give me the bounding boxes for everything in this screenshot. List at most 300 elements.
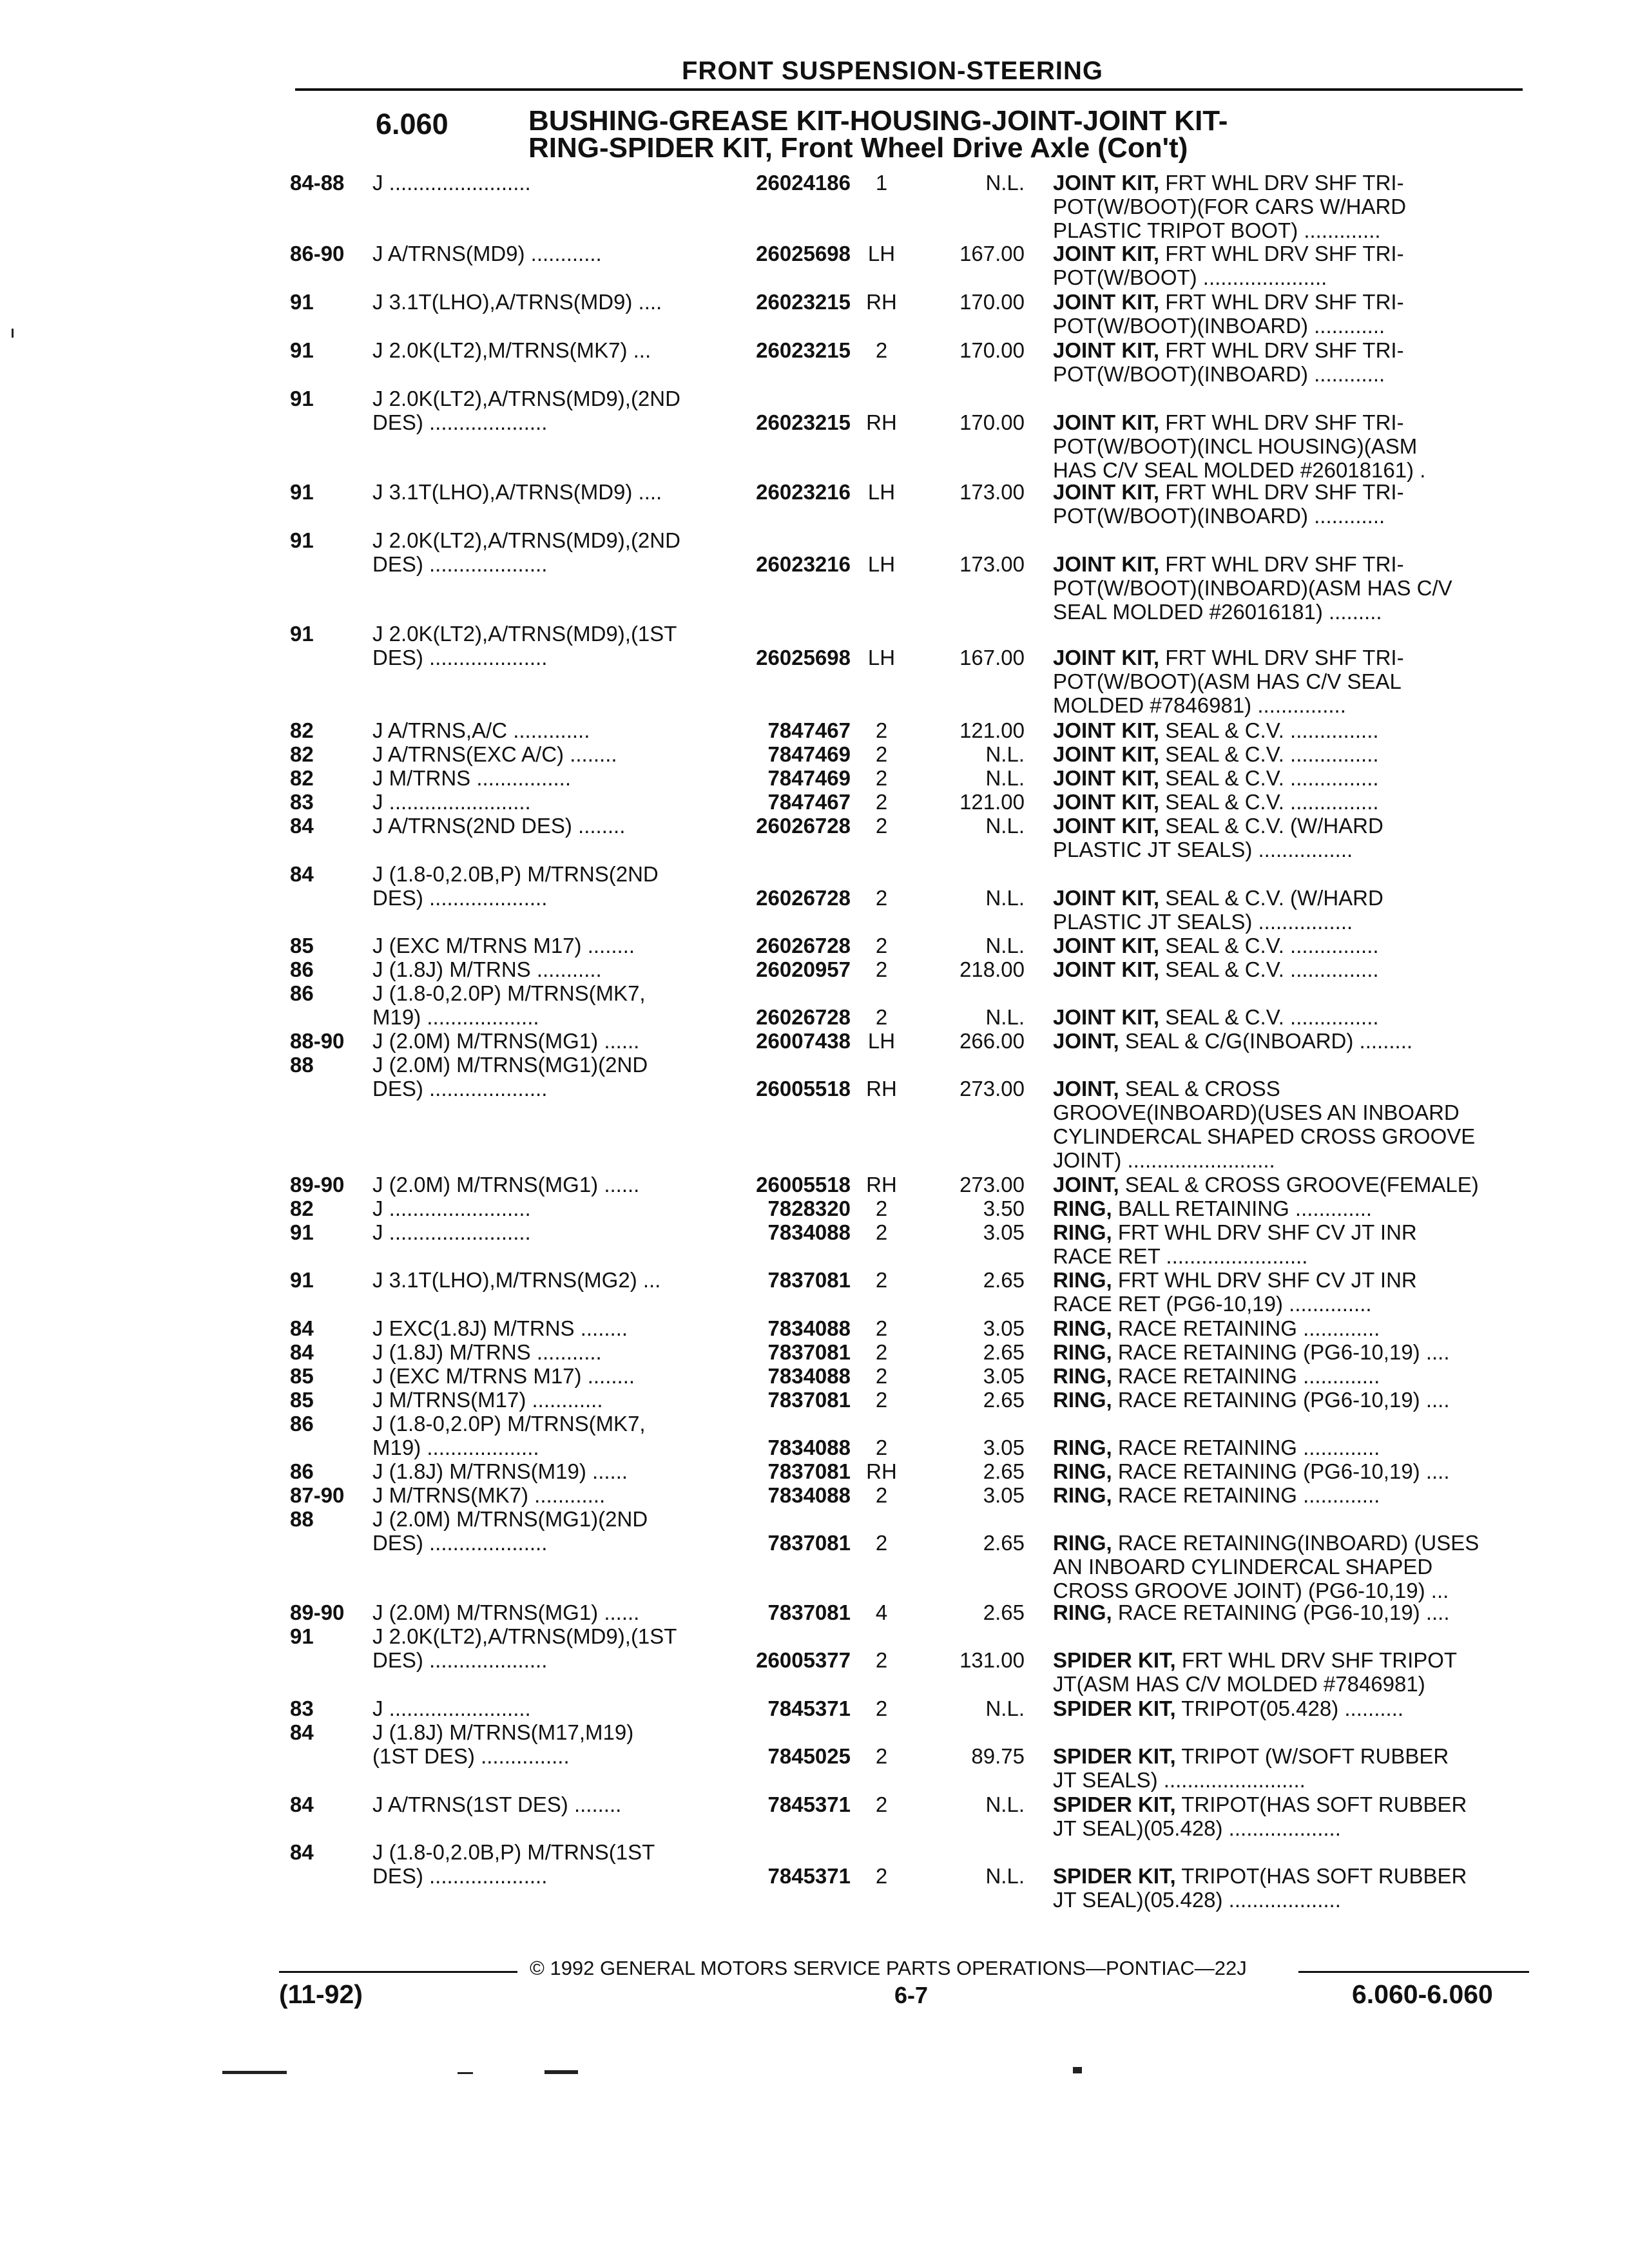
description bbox=[1053, 1316, 1530, 1340]
part-number: 7837081 bbox=[767, 1600, 851, 1624]
price: N.L. bbox=[985, 1696, 1025, 1720]
quantity: 2 bbox=[875, 1792, 888, 1816]
item-name: JOINT KIT, bbox=[1053, 171, 1160, 195]
item-detail: RACE RETAINING ............. bbox=[1112, 1316, 1380, 1340]
model-year: 85 bbox=[290, 1364, 314, 1388]
application: J (2.0M) M/TRNS(MG1)(2ND DES) .................... bbox=[372, 1053, 648, 1100]
application: J 2.0K(LT2),A/TRNS(MD9),(1ST DES) .................... bbox=[372, 1624, 677, 1672]
part-number: 26023216 bbox=[756, 480, 851, 504]
model-year: 91 bbox=[290, 1624, 314, 1648]
quantity: 2 bbox=[875, 1388, 888, 1412]
item-detail: FRT WHL DRV SHF TRI- POT(W/BOOT)(INBOARD) ............ bbox=[1053, 480, 1404, 528]
price: 173.00 bbox=[959, 552, 1025, 576]
model-year: 84 bbox=[290, 1340, 314, 1364]
item-name: SPIDER KIT, bbox=[1053, 1864, 1176, 1888]
application: J (1.8-0,2.0B,P) M/TRNS(2ND DES) .................... bbox=[372, 862, 659, 910]
quantity: 2 bbox=[875, 1696, 888, 1720]
price: N.L. bbox=[985, 814, 1025, 838]
part-number: 7847469 bbox=[767, 766, 851, 790]
item-name: RING, bbox=[1053, 1436, 1112, 1459]
quantity: 2 bbox=[875, 1340, 888, 1364]
item-detail: SEAL & C.V. ............... bbox=[1159, 957, 1379, 981]
application: J 3.1T(LHO),M/TRNS(MG2) ... bbox=[372, 1268, 661, 1292]
price: 2.65 bbox=[983, 1268, 1025, 1292]
price: 218.00 bbox=[959, 957, 1025, 981]
model-year: 82 bbox=[290, 1196, 314, 1220]
quantity: 2 bbox=[875, 718, 888, 742]
application: J A/TRNS(2ND DES) ........ bbox=[372, 814, 626, 838]
description bbox=[1053, 766, 1530, 790]
item-detail: SEAL & C/G(INBOARD) ......... bbox=[1119, 1029, 1413, 1053]
item-name: JOINT, bbox=[1053, 1173, 1119, 1196]
price: 3.05 bbox=[983, 1436, 1025, 1459]
item-detail: SEAL & C.V. ............... bbox=[1159, 1005, 1379, 1029]
model-year: 91 bbox=[290, 1268, 314, 1292]
item-name: RING, bbox=[1053, 1220, 1112, 1244]
footer-rule-left bbox=[279, 1971, 517, 1973]
application: J (1.8J) M/TRNS(M17,M19) (1ST DES) ............... bbox=[372, 1720, 634, 1768]
model-year: 85 bbox=[290, 934, 314, 957]
header-rule bbox=[295, 88, 1523, 91]
model-year: 91 bbox=[290, 290, 314, 314]
application: J A/TRNS(EXC A/C) ........ bbox=[372, 742, 617, 766]
model-year: 91 bbox=[290, 528, 314, 552]
part-number: 26005518 bbox=[756, 1173, 851, 1196]
model-year: 82 bbox=[290, 742, 314, 766]
price: 121.00 bbox=[959, 718, 1025, 742]
part-number: 7837081 bbox=[767, 1459, 851, 1483]
price: 131.00 bbox=[959, 1648, 1025, 1672]
quantity: 2 bbox=[875, 1196, 888, 1220]
item-detail: TRIPOT (W/SOFT RUBBER JT SEALS) ........................ bbox=[1053, 1744, 1449, 1792]
quantity: LH bbox=[867, 1029, 896, 1053]
description bbox=[1053, 1459, 1530, 1483]
part-number: 26023215 bbox=[756, 290, 851, 314]
model-year: 86 bbox=[290, 981, 314, 1005]
description bbox=[1053, 790, 1530, 814]
description bbox=[1053, 1388, 1530, 1412]
item-detail: BALL RETAINING ............. bbox=[1112, 1196, 1373, 1220]
item-detail: FRT WHL DRV SHF TRI- POT(W/BOOT)(FOR CARS W/HARD PLASTIC TRIPOT BOOT) ............. bbox=[1053, 171, 1407, 242]
price: 266.00 bbox=[959, 1029, 1025, 1053]
item-name: JOINT KIT, bbox=[1053, 338, 1160, 362]
part-number: 7837081 bbox=[767, 1531, 851, 1555]
description bbox=[1053, 1364, 1530, 1388]
part-number: 7837081 bbox=[767, 1340, 851, 1364]
part-number: 26020957 bbox=[756, 957, 851, 981]
item-detail: SEAL & C.V. ............... bbox=[1159, 790, 1379, 814]
description bbox=[1053, 242, 1530, 289]
part-number: 26023216 bbox=[756, 552, 851, 576]
description bbox=[1053, 1483, 1530, 1507]
part-number: 26005377 bbox=[756, 1648, 851, 1672]
item-name: JOINT KIT, bbox=[1053, 886, 1160, 910]
part-number: 7834088 bbox=[767, 1220, 851, 1244]
part-number: 26026728 bbox=[756, 886, 851, 910]
model-year: 91 bbox=[290, 338, 314, 362]
description bbox=[1053, 290, 1530, 338]
part-number: 26026728 bbox=[756, 1005, 851, 1029]
item-name: JOINT KIT, bbox=[1053, 410, 1160, 434]
item-name: RING, bbox=[1053, 1196, 1112, 1220]
application: J (1.8-0,2.0P) M/TRNS(MK7, M19) ................... bbox=[372, 981, 646, 1029]
model-year: 88-90 bbox=[290, 1029, 345, 1053]
description bbox=[1053, 338, 1530, 386]
application: J (1.8J) M/TRNS ........... bbox=[372, 957, 602, 981]
item-detail: SEAL & CROSS GROOVE(INBOARD)(USES AN INBOARD CYLINDERCAL SHAPED CROSS GROOVE JOINT) ......................... bbox=[1053, 1077, 1476, 1172]
part-number: 7837081 bbox=[767, 1388, 851, 1412]
section-number: 6.060 bbox=[376, 108, 448, 140]
description bbox=[1053, 1744, 1530, 1792]
model-year: 84-88 bbox=[290, 171, 345, 195]
item-name: JOINT, bbox=[1053, 1077, 1119, 1100]
quantity: 2 bbox=[875, 1864, 888, 1888]
price: 167.00 bbox=[959, 242, 1025, 265]
description bbox=[1053, 1600, 1530, 1624]
description bbox=[1053, 1077, 1530, 1172]
part-number: 7837081 bbox=[767, 1268, 851, 1292]
application: J (2.0M) M/TRNS(MG1) ...... bbox=[372, 1173, 640, 1196]
description bbox=[1053, 718, 1530, 742]
application: J A/TRNS,A/C ............. bbox=[372, 718, 590, 742]
application: J ........................ bbox=[372, 790, 531, 814]
description bbox=[1053, 410, 1530, 482]
quantity: 2 bbox=[875, 1648, 888, 1672]
quantity: 2 bbox=[875, 1436, 888, 1459]
scan-mark bbox=[222, 2071, 287, 2074]
item-name: JOINT KIT, bbox=[1053, 646, 1160, 669]
price: N.L. bbox=[985, 1005, 1025, 1029]
item-detail: SEAL & C.V. (W/HARD PLASTIC JT SEALS) ................ bbox=[1053, 886, 1383, 934]
price: N.L. bbox=[985, 766, 1025, 790]
model-year: 84 bbox=[290, 1720, 314, 1744]
part-number: 7845371 bbox=[767, 1792, 851, 1816]
item-name: RING, bbox=[1053, 1364, 1112, 1388]
part-number: 26024186 bbox=[756, 171, 851, 195]
price: 3.05 bbox=[983, 1220, 1025, 1244]
quantity: 2 bbox=[875, 338, 888, 362]
part-number: 26025698 bbox=[756, 646, 851, 669]
application: J (1.8J) M/TRNS(M19) ...... bbox=[372, 1459, 628, 1483]
description bbox=[1053, 480, 1530, 528]
application: J 2.0K(LT2),A/TRNS(MD9),(1ST DES) .................... bbox=[372, 622, 677, 669]
price: 170.00 bbox=[959, 338, 1025, 362]
part-number: 26025698 bbox=[756, 242, 851, 265]
item-name: JOINT KIT, bbox=[1053, 718, 1160, 742]
price: 2.65 bbox=[983, 1600, 1025, 1624]
model-year: 86 bbox=[290, 1412, 314, 1436]
item-name: JOINT KIT, bbox=[1053, 814, 1160, 838]
application: J M/TRNS(M17) ............ bbox=[372, 1388, 603, 1412]
part-number: 26007438 bbox=[756, 1029, 851, 1053]
price: N.L. bbox=[985, 171, 1025, 195]
item-detail: RACE RETAINING (PG6-10,19) .... bbox=[1112, 1600, 1450, 1624]
part-number: 7847467 bbox=[767, 790, 851, 814]
quantity: 2 bbox=[875, 790, 888, 814]
quantity: 2 bbox=[875, 1364, 888, 1388]
item-name: JOINT KIT, bbox=[1053, 742, 1160, 766]
item-name: RING, bbox=[1053, 1268, 1112, 1292]
quantity: 2 bbox=[875, 886, 888, 910]
quantity: 2 bbox=[875, 1744, 888, 1768]
part-number: 7834088 bbox=[767, 1316, 851, 1340]
part-number: 26026728 bbox=[756, 934, 851, 957]
price: N.L. bbox=[985, 1864, 1025, 1888]
price: 167.00 bbox=[959, 646, 1025, 669]
item-name: RING, bbox=[1053, 1483, 1112, 1507]
application: J (2.0M) M/TRNS(MG1)(2ND DES) .................... bbox=[372, 1507, 648, 1555]
description bbox=[1053, 646, 1530, 717]
model-year: 91 bbox=[290, 480, 314, 504]
quantity: RH bbox=[866, 1459, 897, 1483]
model-year: 86 bbox=[290, 957, 314, 981]
application: J ........................ bbox=[372, 1220, 531, 1244]
price: 2.65 bbox=[983, 1531, 1025, 1555]
description bbox=[1053, 886, 1530, 934]
application: J (2.0M) M/TRNS(MG1) ...... bbox=[372, 1600, 640, 1624]
item-detail: SEAL & C.V. ............... bbox=[1159, 766, 1379, 790]
item-name: JOINT KIT, bbox=[1053, 934, 1160, 957]
item-detail: FRT WHL DRV SHF TRI- POT(W/BOOT)(INCL HOUSING)(ASM HAS C/V SEAL MOLDED #26018161) . bbox=[1053, 410, 1426, 482]
price: N.L. bbox=[985, 1792, 1025, 1816]
item-detail: FRT WHL DRV SHF TRI- POT(W/BOOT)(INBOARD) ............ bbox=[1053, 338, 1404, 386]
part-number: 7845025 bbox=[767, 1744, 851, 1768]
quantity: LH bbox=[867, 480, 896, 504]
model-year: 82 bbox=[290, 718, 314, 742]
application: J M/TRNS ................ bbox=[372, 766, 572, 790]
price: 2.65 bbox=[983, 1388, 1025, 1412]
application: J A/TRNS(1ST DES) ........ bbox=[372, 1792, 622, 1816]
quantity: 2 bbox=[875, 742, 888, 766]
item-detail: SEAL & C.V. ............... bbox=[1159, 718, 1379, 742]
part-number: 7847467 bbox=[767, 718, 851, 742]
model-year: 83 bbox=[290, 790, 314, 814]
quantity: 2 bbox=[875, 1220, 888, 1244]
item-name: RING, bbox=[1053, 1340, 1112, 1364]
model-year: 86 bbox=[290, 1459, 314, 1483]
description bbox=[1053, 1864, 1530, 1912]
application: J (1.8-0,2.0B,P) M/TRNS(1ST DES) .................... bbox=[372, 1840, 655, 1888]
quantity: 1 bbox=[875, 171, 888, 195]
quantity: RH bbox=[866, 410, 897, 434]
footer-copyright: © 1992 GENERAL MOTORS SERVICE PARTS OPERATIONS—PONTIAC—22J bbox=[530, 1957, 1247, 1979]
application: J ........................ bbox=[372, 171, 531, 195]
part-number: 7834088 bbox=[767, 1436, 851, 1459]
application: J (EXC M/TRNS M17) ........ bbox=[372, 934, 635, 957]
quantity: 2 bbox=[875, 1316, 888, 1340]
application: J EXC(1.8J) M/TRNS ........ bbox=[372, 1316, 628, 1340]
model-year: 89-90 bbox=[290, 1173, 345, 1196]
model-year: 91 bbox=[290, 1220, 314, 1244]
margin-mark bbox=[12, 329, 14, 338]
price: 121.00 bbox=[959, 790, 1025, 814]
description bbox=[1053, 1648, 1530, 1696]
description bbox=[1053, 552, 1530, 624]
description bbox=[1053, 1005, 1530, 1029]
item-name: JOINT, bbox=[1053, 1029, 1119, 1053]
price: 89.75 bbox=[971, 1744, 1025, 1768]
model-year: 84 bbox=[290, 1316, 314, 1340]
footer-rule-right bbox=[1298, 1971, 1529, 1973]
part-number: 7828320 bbox=[767, 1196, 851, 1220]
item-name: SPIDER KIT, bbox=[1053, 1648, 1176, 1672]
item-name: RING, bbox=[1053, 1600, 1112, 1624]
part-number: 26026728 bbox=[756, 814, 851, 838]
scan-mark bbox=[458, 2072, 473, 2074]
price: N.L. bbox=[985, 742, 1025, 766]
item-detail: FRT WHL DRV SHF TRIPOT JT(ASM HAS C/V MOLDED #7846981) bbox=[1053, 1648, 1458, 1696]
model-year: 85 bbox=[290, 1388, 314, 1412]
part-number: 7847469 bbox=[767, 742, 851, 766]
quantity: 2 bbox=[875, 766, 888, 790]
item-name: JOINT KIT, bbox=[1053, 242, 1160, 265]
description bbox=[1053, 1340, 1530, 1364]
footer-date: (11-92) bbox=[279, 1979, 363, 2009]
price: 173.00 bbox=[959, 480, 1025, 504]
part-number: 26005518 bbox=[756, 1077, 851, 1100]
model-year: 83 bbox=[290, 1696, 314, 1720]
item-name: JOINT KIT, bbox=[1053, 290, 1160, 314]
item-name: RING, bbox=[1053, 1531, 1112, 1555]
model-year: 84 bbox=[290, 862, 314, 886]
item-name: JOINT KIT, bbox=[1053, 766, 1160, 790]
model-year: 91 bbox=[290, 622, 314, 646]
application: J ........................ bbox=[372, 1196, 531, 1220]
description bbox=[1053, 1196, 1530, 1220]
quantity: 4 bbox=[875, 1600, 888, 1624]
application: J (1.8-0,2.0P) M/TRNS(MK7, M19) ................... bbox=[372, 1412, 646, 1459]
model-year: 84 bbox=[290, 1792, 314, 1816]
item-detail: FRT WHL DRV SHF CV JT INR RACE RET (PG6-10,19) .............. bbox=[1053, 1268, 1417, 1316]
price: 3.05 bbox=[983, 1316, 1025, 1340]
application: J (EXC M/TRNS M17) ........ bbox=[372, 1364, 635, 1388]
price: 3.05 bbox=[983, 1364, 1025, 1388]
item-name: SPIDER KIT, bbox=[1053, 1744, 1176, 1768]
item-detail: RACE RETAINING(INBOARD) (USES AN INBOARD CYLINDERCAL SHAPED CROSS GROOVE JOINT) (PG6-10,19) ... bbox=[1053, 1531, 1480, 1602]
model-year: 89-90 bbox=[290, 1600, 345, 1624]
quantity: LH bbox=[867, 552, 896, 576]
application: J 3.1T(LHO),A/TRNS(MD9) .... bbox=[372, 290, 662, 314]
item-detail: FRT WHL DRV SHF TRI- POT(W/BOOT) ..................... bbox=[1053, 242, 1404, 289]
quantity: RH bbox=[866, 290, 897, 314]
part-number: 26023215 bbox=[756, 338, 851, 362]
item-name: JOINT KIT, bbox=[1053, 790, 1160, 814]
price: 273.00 bbox=[959, 1077, 1025, 1100]
item-name: RING, bbox=[1053, 1316, 1112, 1340]
quantity: 2 bbox=[875, 1268, 888, 1292]
application: J A/TRNS(MD9) ............ bbox=[372, 242, 602, 265]
part-number: 7845371 bbox=[767, 1696, 851, 1720]
scan-mark bbox=[545, 2070, 578, 2074]
item-detail: SEAL & C.V. (W/HARD PLASTIC JT SEALS) ................ bbox=[1053, 814, 1383, 861]
item-detail: RACE RETAINING (PG6-10,19) .... bbox=[1112, 1459, 1450, 1483]
part-number: 7845371 bbox=[767, 1864, 851, 1888]
description bbox=[1053, 742, 1530, 766]
description bbox=[1053, 1029, 1530, 1053]
item-name: SPIDER KIT, bbox=[1053, 1792, 1176, 1816]
description bbox=[1053, 1220, 1530, 1268]
item-detail: RACE RETAINING ............. bbox=[1112, 1483, 1380, 1507]
item-detail: FRT WHL DRV SHF TRI- POT(W/BOOT)(INBOARD) ............ bbox=[1053, 290, 1404, 338]
application: J (1.8J) M/TRNS ........... bbox=[372, 1340, 602, 1364]
item-name: RING, bbox=[1053, 1388, 1112, 1412]
item-detail: SEAL & C.V. ............... bbox=[1159, 934, 1379, 957]
quantity: RH bbox=[866, 1077, 897, 1100]
price: 3.05 bbox=[983, 1483, 1025, 1507]
item-name: JOINT KIT, bbox=[1053, 552, 1160, 576]
description bbox=[1053, 957, 1530, 981]
price: 170.00 bbox=[959, 410, 1025, 434]
application: J 2.0K(LT2),M/TRNS(MK7) ... bbox=[372, 338, 651, 362]
item-name: RING, bbox=[1053, 1459, 1112, 1483]
description bbox=[1053, 934, 1530, 957]
quantity: 2 bbox=[875, 1005, 888, 1029]
item-detail: FRT WHL DRV SHF CV JT INR RACE RET ........................ bbox=[1053, 1220, 1417, 1268]
item-detail: SEAL & C.V. ............... bbox=[1159, 742, 1379, 766]
model-year: 88 bbox=[290, 1053, 314, 1077]
quantity: LH bbox=[867, 646, 896, 669]
item-detail: TRIPOT(HAS SOFT RUBBER JT SEAL)(05.428) ................... bbox=[1053, 1864, 1467, 1912]
description bbox=[1053, 814, 1530, 861]
description bbox=[1053, 1696, 1530, 1720]
price: 273.00 bbox=[959, 1173, 1025, 1196]
item-name: JOINT KIT, bbox=[1053, 480, 1160, 504]
application: J ........................ bbox=[372, 1696, 531, 1720]
footer-section-range: 6.060-6.060 bbox=[1352, 1979, 1493, 2009]
model-year: 84 bbox=[290, 814, 314, 838]
footer-page-number: 6-7 bbox=[894, 1982, 929, 2008]
description bbox=[1053, 1173, 1530, 1196]
quantity: 2 bbox=[875, 1483, 888, 1507]
description bbox=[1053, 1268, 1530, 1316]
model-year: 91 bbox=[290, 387, 314, 410]
model-year: 88 bbox=[290, 1507, 314, 1531]
section-title: BUSHING-GREASE KIT-HOUSING-JOINT-JOINT KIT- RING-SPIDER KIT, Front Wheel Drive Axle (Con't) bbox=[528, 105, 1228, 164]
quantity: LH bbox=[867, 242, 896, 265]
price: 2.65 bbox=[983, 1340, 1025, 1364]
item-detail: RACE RETAINING (PG6-10,19) .... bbox=[1112, 1388, 1450, 1412]
price: 170.00 bbox=[959, 290, 1025, 314]
item-detail: RACE RETAINING ............. bbox=[1112, 1364, 1380, 1388]
application: J M/TRNS(MK7) ............ bbox=[372, 1483, 606, 1507]
price: N.L. bbox=[985, 886, 1025, 910]
application: J 2.0K(LT2),A/TRNS(MD9),(2ND DES) .................... bbox=[372, 387, 680, 434]
item-detail: TRIPOT(05.428) .......... bbox=[1175, 1696, 1404, 1720]
price: N.L. bbox=[985, 934, 1025, 957]
page-header-title: FRONT SUSPENSION-STEERING bbox=[682, 57, 1103, 85]
quantity: RH bbox=[866, 1173, 897, 1196]
item-detail: RACE RETAINING (PG6-10,19) .... bbox=[1112, 1340, 1450, 1364]
quantity: 2 bbox=[875, 957, 888, 981]
application: J 2.0K(LT2),A/TRNS(MD9),(2ND DES) .................... bbox=[372, 528, 680, 576]
model-year: 86-90 bbox=[290, 242, 345, 265]
item-detail: TRIPOT(HAS SOFT RUBBER JT SEAL)(05.428) ................... bbox=[1053, 1792, 1467, 1840]
item-detail: FRT WHL DRV SHF TRI- POT(W/BOOT)(INBOARD)(ASM HAS C/V SEAL MOLDED #26016181) ......... bbox=[1053, 552, 1452, 624]
item-name: JOINT KIT, bbox=[1053, 1005, 1160, 1029]
part-number: 26023215 bbox=[756, 410, 851, 434]
item-name: SPIDER KIT, bbox=[1053, 1696, 1176, 1720]
item-detail: RACE RETAINING ............. bbox=[1112, 1436, 1380, 1459]
scan-mark bbox=[1073, 2067, 1082, 2073]
description bbox=[1053, 171, 1530, 242]
quantity: 2 bbox=[875, 1531, 888, 1555]
application: J 3.1T(LHO),A/TRNS(MD9) .... bbox=[372, 480, 662, 504]
part-number: 7834088 bbox=[767, 1364, 851, 1388]
model-year: 82 bbox=[290, 766, 314, 790]
application: J (2.0M) M/TRNS(MG1) ...... bbox=[372, 1029, 640, 1053]
price: 2.65 bbox=[983, 1459, 1025, 1483]
quantity: 2 bbox=[875, 934, 888, 957]
